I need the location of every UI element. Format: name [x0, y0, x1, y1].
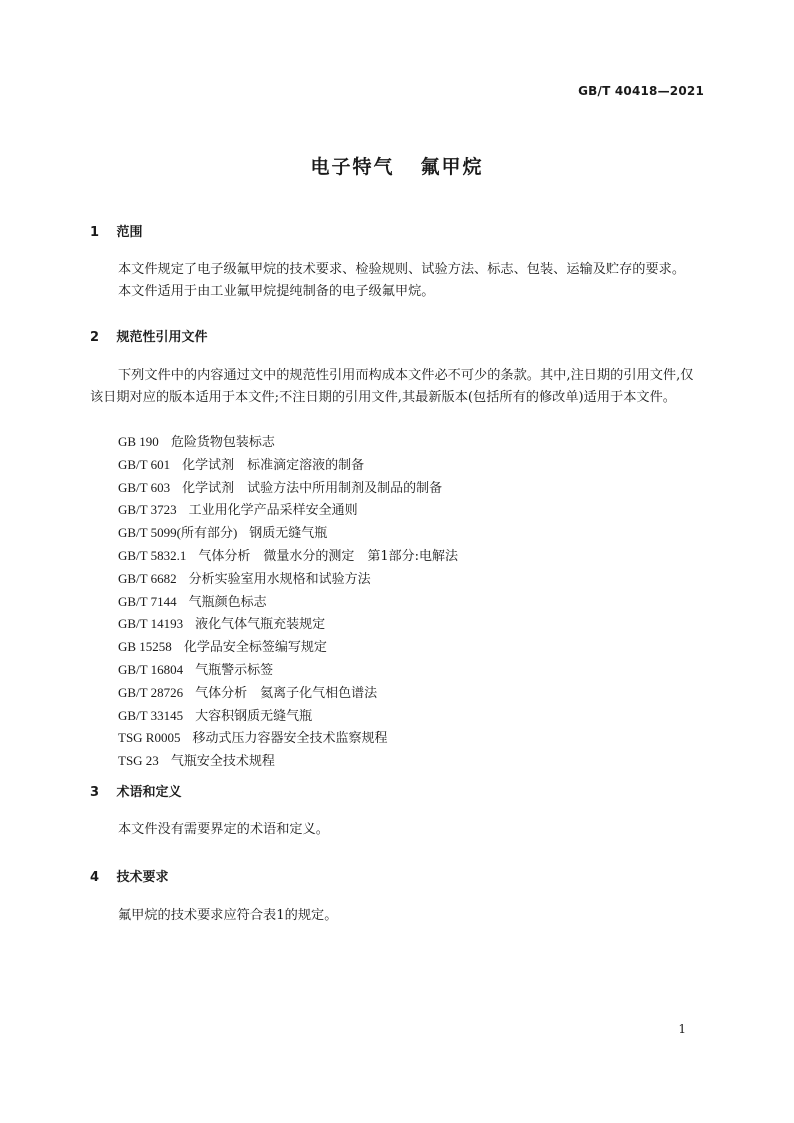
reference-item	[118, 477, 458, 500]
reference-title: 化学品安全标签编写规定	[183, 640, 327, 656]
reference-code: TSG R0005	[118, 730, 181, 746]
reference-code: GB/T 14193	[118, 616, 184, 632]
section-1-heading	[90, 221, 143, 240]
section-3-heading	[90, 781, 182, 800]
reference-item	[118, 659, 458, 682]
reference-code: GB/T 5832.1	[118, 547, 187, 563]
title-part-2: 氟甲烷	[420, 156, 484, 178]
document-title	[0, 152, 794, 179]
standard-number: GB/T 40418—2021	[578, 84, 704, 98]
section-4-heading	[90, 866, 169, 885]
section-number: 4	[90, 870, 100, 885]
page-number: 1	[678, 1022, 686, 1036]
reference-item	[118, 636, 458, 659]
reference-title: 大容积钢质无缝气瓶	[195, 708, 313, 724]
reference-code: GB 15258	[118, 639, 172, 655]
section-title: 技术要求	[116, 870, 169, 885]
section-1-paragraph-1: 本文件规定了电子级氟甲烷的技术要求、检验规则、试验方法、标志、包装、运输及贮存的要求。	[118, 262, 686, 277]
reference-item	[118, 705, 458, 728]
reference-code: GB 190	[118, 434, 159, 449]
section-2-heading	[90, 326, 208, 345]
reference-title: 工业用化学产品采样安全通则	[188, 503, 358, 519]
section-3-paragraph: 本文件没有需要界定的术语和定义。	[118, 822, 329, 837]
section-number: 2	[90, 330, 100, 345]
section-number: 1	[90, 225, 100, 240]
reference-item	[118, 682, 458, 705]
reference-title: 分析实验室用水规格和试验方法	[188, 571, 371, 587]
reference-title: 危险货物包装标志	[170, 435, 275, 450]
section-title: 范围	[116, 225, 143, 240]
reference-item	[118, 454, 458, 477]
reference-title: 气瓶警示标签	[195, 662, 274, 678]
reference-code: TSG 23	[118, 753, 159, 769]
reference-item	[118, 591, 458, 614]
section-4-paragraph: 氟甲烷的技术要求应符合表1的规定。	[118, 908, 338, 923]
reference-title: 气瓶安全技术规程	[170, 754, 275, 770]
section-title: 规范性引用文件	[116, 330, 208, 345]
reference-title: 化学试剂 试验方法中所用制剂及制品的制备	[182, 480, 443, 496]
reference-code: GB/T 5099(所有部分)	[118, 525, 238, 541]
reference-list	[118, 431, 458, 773]
reference-title: 气体分析 微量水分的测定 第1部分:电解法	[198, 548, 459, 564]
section-2-intro: 下列文件中的内容通过文中的规范性引用而构成本文件必不可少的条款。其中,注日期的引用文件,仅该日期对应的版本适用于本文件;不注日期的引用文件,其最新版本(包括所有的修改单)适用于本文件。	[90, 368, 694, 405]
reference-title: 液化气体气瓶充装规定	[195, 617, 326, 633]
reference-code: GB/T 603	[118, 479, 171, 495]
reference-item	[118, 522, 458, 545]
reference-title: 化学试剂 标准滴定溶液的制备	[182, 457, 365, 473]
title-part-1: 电子特气	[310, 156, 395, 178]
reference-code: GB/T 6682	[118, 570, 177, 586]
reference-code: GB/T 601	[118, 456, 171, 472]
reference-item	[118, 568, 458, 591]
reference-title: 钢质无缝气瓶	[249, 526, 328, 542]
reference-item	[118, 613, 458, 636]
section-1-paragraph-2: 本文件适用于由工业氟甲烷提纯制备的电子级氟甲烷。	[118, 284, 435, 299]
section-number: 3	[90, 785, 100, 800]
reference-title: 气瓶颜色标志	[188, 594, 267, 610]
reference-item	[118, 727, 458, 750]
reference-code: GB/T 3723	[118, 502, 177, 518]
reference-item	[118, 545, 458, 568]
reference-title: 气体分析 氦离子化气相色谱法	[195, 685, 378, 701]
reference-code: GB/T 7144	[118, 593, 177, 609]
reference-code: GB/T 16804	[118, 661, 184, 677]
reference-title: 移动式压力容器安全技术监察规程	[192, 731, 388, 747]
reference-item	[118, 431, 458, 454]
reference-code: GB/T 28726	[118, 684, 184, 700]
section-title: 术语和定义	[116, 785, 182, 800]
reference-item	[118, 750, 458, 773]
reference-code: GB/T 33145	[118, 707, 184, 723]
reference-item	[118, 499, 458, 522]
